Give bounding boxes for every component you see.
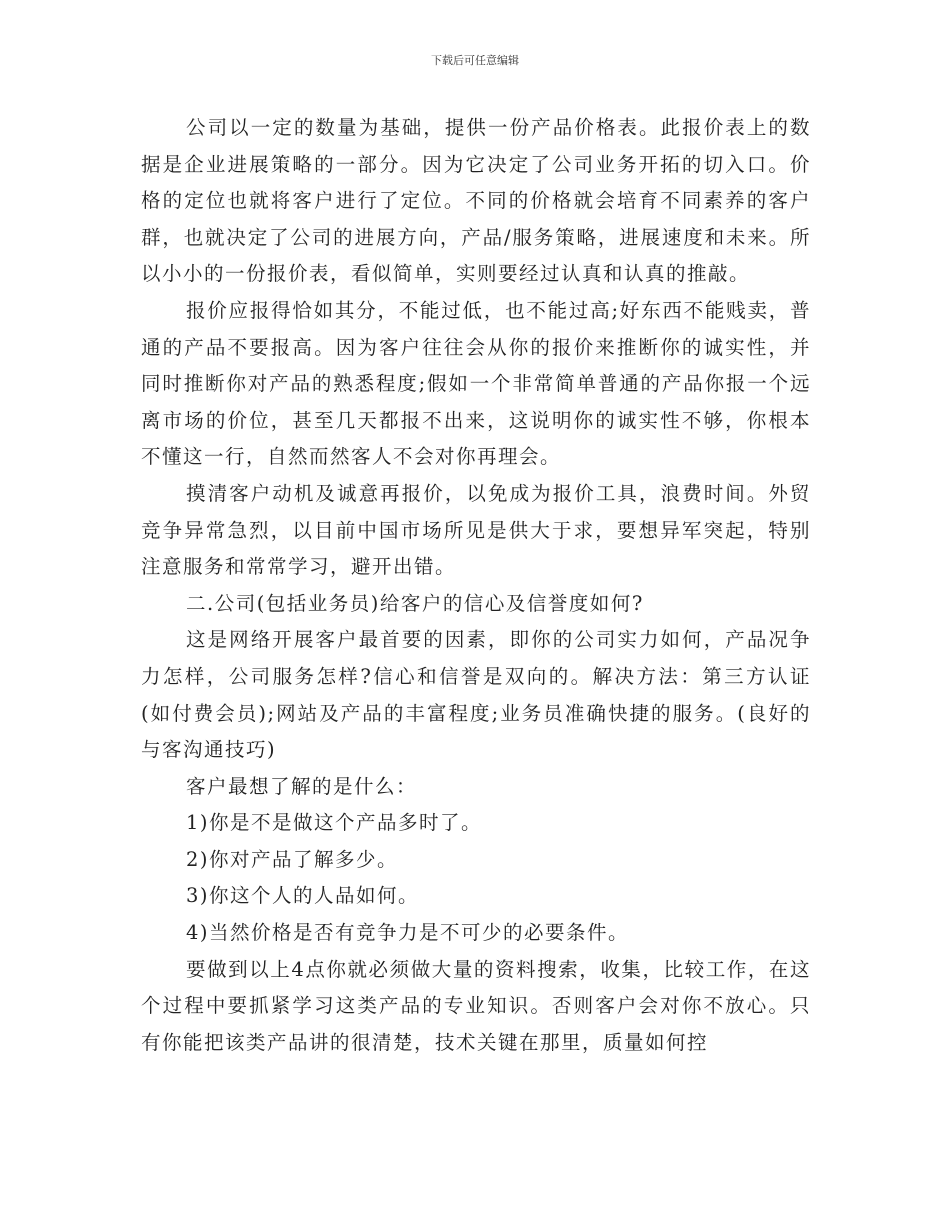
section-heading-credibility: 二.公司(包括业务员)给客户的信心及信誉度如何? (186, 591, 644, 615)
paragraph-customer-wants: 客户最想了解的是什么： (186, 774, 418, 798)
paragraph-credibility: 这是网络开展客户最首要的因素，即你的公司实力如何，产品况争力怎样，公司服务怎样?信心和信誉是双向的。解决方法：第三方认证(如付费会员);网站及产品的丰富程度;业务员准确快捷的服务。(良好的与客沟通技巧) (141, 628, 811, 762)
page-header: 下载后可任意编辑 (431, 54, 519, 67)
paragraph-pricing-balance: 报价应报得恰如其分，不能过低，也不能过高;好东西不能贱卖，普通的产品不要报高。因为客户往往会从你的报价来推断你的诚实性，并同时推断你对产品的熟悉程度;假如一个非常简单普通的产品你报一个远离市场的价位，甚至几天都报不出来，这说明你的诚实性不够，你根本不懂这一行，自然而然客人不会对你再理会。 (141, 298, 811, 469)
list-item-3: 3)你这个人的人品如何。 (186, 884, 420, 908)
paragraph-requirements: 要做到以上4点你就必须做大量的资料搜索，收集，比较工作，在这个过程中要抓紧学习这类产品的专业知识。否则客户会对你不放心。只有你能把该类产品讲的很清楚，技术关键在那里，质量如何控 (141, 957, 811, 1054)
document-body (141, 110, 811, 1061)
list-item-4: 4)当然价格是否有竞争力是不可少的必要条件。 (186, 921, 630, 945)
list-item-1: 1)你是不是做这个产品多时了。 (186, 811, 483, 835)
list-item-2: 2)你对产品了解多少。 (186, 847, 399, 871)
paragraph-customer-motive: 摸清客户动机及诚意再报价，以免成为报价工具，浪费时间。外贸竞争异常急烈，以目前中国市场所见是供大于求，要想异军突起，特别注意服务和常常学习，避开出错。 (141, 481, 811, 579)
paragraph-pricing-intro: 公司以一定的数量为基础，提供一份产品价格表。此报价表上的数据是企业进展策略的一部分。因为它决定了公司业务开拓的切入口。价格的定位也就将客户进行了定位。不同的价格就会培育不同素养的客户群，也就决定了公司的进展方向，产品/服务策略，进展速度和未来。所以小小的一份报价表，看似简单，实则要经过认真和认真的推敲。 (141, 116, 811, 286)
